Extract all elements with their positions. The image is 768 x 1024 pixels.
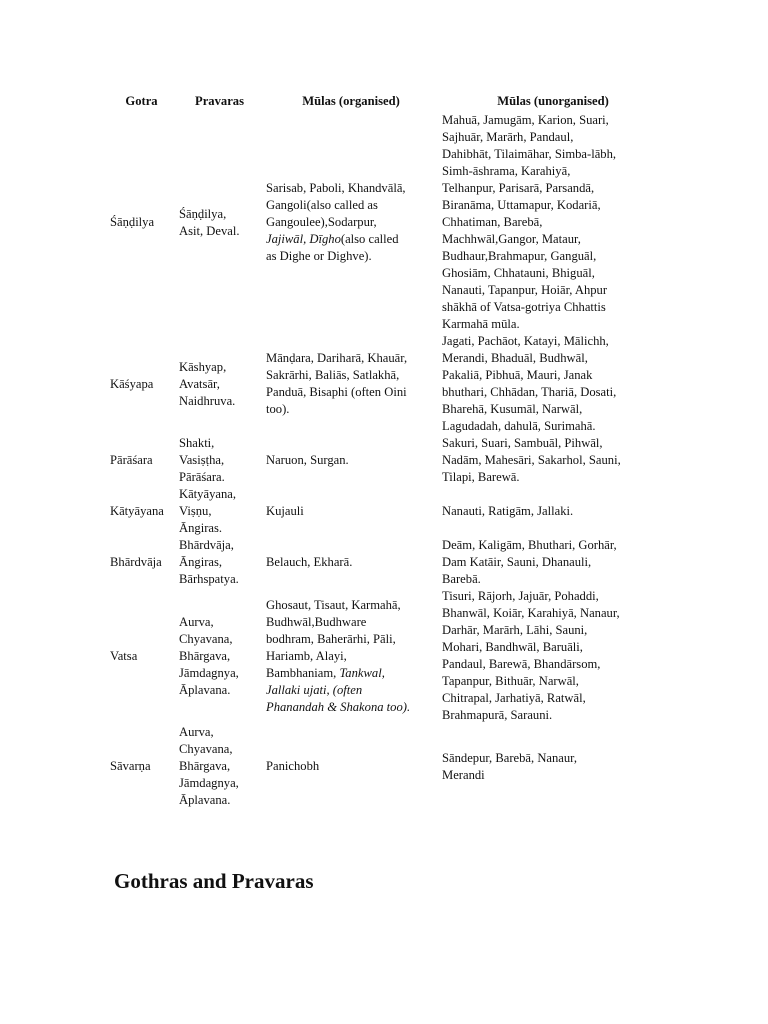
gotra-name: Bhārdvāja — [110, 555, 162, 569]
gotra-cell — [107, 486, 176, 537]
gotra-cell — [107, 333, 176, 435]
gotra-name: Śāṇḍilya — [110, 215, 155, 229]
mulas-unorganised-text: Sakuri, Suari, Sambuāl, Pihwāl, Nadām, Mahesāri, Sakarhol, Sauni, Tilapi, Barewā. — [442, 436, 621, 484]
header-mulas-unorganised: Mūlas (unorganised) — [497, 94, 609, 108]
header-gotra: Gotra — [125, 94, 158, 108]
pravaras-text: Kātyāyana, Viṣṇu, Āngiras. — [179, 487, 236, 535]
mulas-unorganised-cell — [439, 486, 667, 537]
gotra-name: Kāśyapa — [110, 376, 154, 391]
mulas-organised-italic: Jajiwāl, Dīgho — [266, 232, 341, 246]
pravaras-cell — [176, 724, 263, 809]
mulas-organised-text: Ghosaut, Tisaut, Karmahā, Budhwāl,Budhware bodhram, Baherārhi, Pāli, Hariamb, Alayi, Bambhaniam, — [266, 597, 401, 680]
gotra-cell — [107, 537, 176, 588]
gotra-name: Vatsa — [110, 648, 138, 663]
mulas-organised-cell — [263, 333, 439, 435]
mulas-organised-cell — [263, 588, 439, 724]
gotra-table — [107, 91, 667, 809]
mulas-unorganised-text: Deām, Kaligām, Bhuthari, Gorhār, Dam Katāir, Sauni, Dhanauli, Barebā. — [442, 538, 617, 586]
mulas-unorganised-cell — [439, 537, 667, 588]
pravaras-text: Aurva, Chyavana, Bhārgava, Jāmdagnya, Āplavana. — [179, 725, 239, 807]
mulas-organised-cell — [263, 537, 439, 588]
gotra-name: Kātyāyana — [110, 504, 164, 518]
mulas-organised-cell — [263, 435, 439, 486]
mulas-unorganised-text: Mahuā, Jamugām, Karion, Suari, Sajhuār, Marārh, Pandaul, Dahibhāt, Tilaimāhar, Simba-lābh, Simh-āshrama, Karahiyā, Telhanpur, Parisarā, Parsandā, Biranāma, Uttamapur, Kodariā, Chhatiman, Barebā, Machhwāl,Gangor, Mataur, Budhaur,Brahmapur, Ganguāl, Ghosiām, Chhatauni, Bhiguāl, Nanauti, Tapanpur, Hoiār, Ahpur shākhā of Vatsa-gotriya Chhattis Karmahā mūla. — [442, 113, 617, 331]
table-row — [107, 112, 667, 333]
mulas-unorganised-text: Nanauti, Ratigām, Jallaki. — [442, 504, 574, 518]
table-row — [107, 435, 667, 486]
pravaras-text: Bhārdvāja, Āngiras, Bārhspatya. — [179, 538, 239, 586]
gotra-cell — [107, 588, 176, 724]
table-row — [107, 486, 667, 537]
pravaras-cell — [176, 537, 263, 588]
table-row — [107, 537, 667, 588]
mulas-organised-text: Naruon, Surgan. — [266, 453, 349, 467]
mulas-organised-text: Kujauli — [266, 504, 304, 518]
mulas-organised-text: Panichobh — [266, 759, 320, 773]
mulas-organised-italic: Tankwal, Jallaki ujati, (often Phanandah & Shakona too). — [266, 665, 411, 714]
mulas-organised-cell — [263, 112, 439, 333]
header-mulas-organised: Mūlas (organised) — [302, 94, 400, 108]
pravaras-text: Kāshyap, Avatsār, Naidhruva. — [179, 359, 236, 408]
pravaras-cell — [176, 435, 263, 486]
table-header-row — [107, 91, 667, 112]
section-heading: Gothras and Pravaras — [114, 869, 314, 893]
mulas-unorganised-text: Sāndepur, Barebā, Nanaur, Merandi — [442, 750, 578, 782]
pravaras-text: Shakti, Vasiṣṭha, Pārāśara. — [179, 436, 225, 484]
mulas-organised-cell — [263, 724, 439, 809]
pravaras-cell — [176, 333, 263, 435]
mulas-unorganised-text: Jagati, Pachāot, Katayi, Mālichh, Merandi, Bhaduāl, Budhwāl, Pakaliā, Pibhuā, Mauri, Janak bhuthari, Chhādan, Thariā, Dosati, Bharehā, Kusumāl, Narwāl, Lagudadah, dahulā, Surimahā. — [442, 334, 617, 433]
mulas-unorganised-cell — [439, 588, 667, 724]
mulas-unorganised-cell — [439, 112, 667, 333]
gotra-cell — [107, 435, 176, 486]
mulas-organised-tail: (also called as Dighe or Dighve). — [266, 232, 399, 263]
gotra-name: Sāvarṇa — [110, 759, 151, 773]
pravaras-cell — [176, 588, 263, 724]
header-pravaras: Pravaras — [195, 94, 244, 108]
gotra-cell — [107, 724, 176, 809]
mulas-organised-text: Belauch, Ekharā. — [266, 555, 353, 569]
table-row — [107, 724, 667, 809]
mulas-unorganised-cell — [439, 333, 667, 435]
table-row — [107, 333, 667, 435]
pravaras-cell — [176, 486, 263, 537]
mulas-unorganised-cell — [439, 724, 667, 809]
pravaras-text: Śāṇḍilya, Asit, Deval. — [179, 206, 240, 238]
mulas-unorganised-text: Tisuri, Rājorh, Jajuār, Pohaddi, Bhanwāl, Koiār, Karahiyā, Nanaur, Darhār, Marārh, Lāhi, Sauni, Mohari, Bandhwāl, Baruāli, Pandaul, Barewā, Bhandārsom, Tapanpur, Bithuār, Narwāl, Chitrapal, Jarhatiyā, Ratwāl, Brahmapurā, Sarauni. — [442, 589, 620, 722]
gotra-name: Pārāśara — [110, 453, 153, 467]
mulas-organised-cell — [263, 486, 439, 537]
pravaras-cell — [176, 112, 263, 333]
mulas-organised-text: Sarisab, Paboli, Khandvālā, Gangoli(also called as Gangoulee),Sodarpur, — [266, 181, 406, 229]
mulas-unorganised-cell — [439, 435, 667, 486]
gotra-cell — [107, 112, 176, 333]
mulas-organised-text: Mānḍara, Dariharā, Khauār, Sakrārhi, Baliās, Satlakhā, Panduā, Bisaphi (often Oini too). — [266, 351, 408, 416]
pravaras-text: Aurva, Chyavana, Bhārgava, Jāmdagnya, Āplavana. — [179, 614, 239, 697]
table-row — [107, 588, 667, 724]
